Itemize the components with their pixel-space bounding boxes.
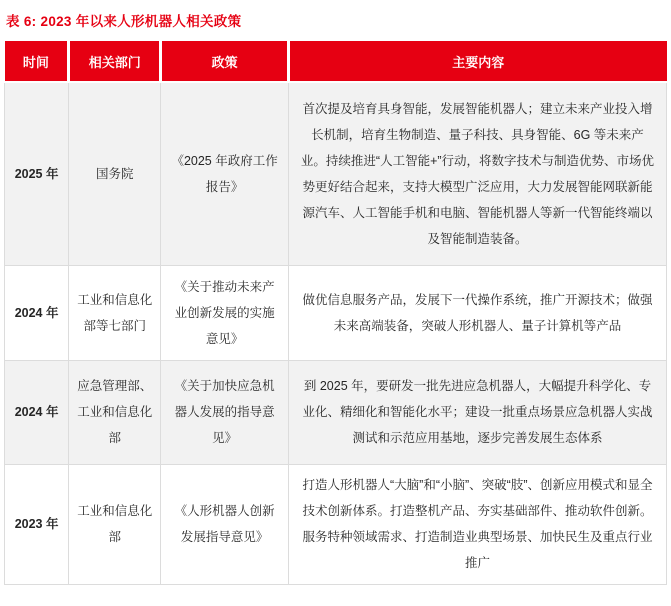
cell-policy: 《人形机器人创新发展指导意见》 bbox=[161, 464, 289, 584]
policy-table bbox=[4, 41, 667, 585]
table-row bbox=[5, 82, 667, 265]
header-cell-policy: 政策 bbox=[161, 41, 289, 82]
cell-time: 2023 年 bbox=[5, 464, 69, 584]
cell-department: 工业和信息化部等七部门 bbox=[69, 265, 161, 360]
cell-time: 2024 年 bbox=[5, 360, 69, 464]
table-row bbox=[5, 265, 667, 360]
cell-department: 应急管理部、工业和信息化部 bbox=[69, 360, 161, 464]
cell-time: 2024 年 bbox=[5, 265, 69, 360]
cell-policy: 《2025 年政府工作报告》 bbox=[161, 82, 289, 265]
table-row bbox=[5, 464, 667, 584]
table-header-row bbox=[5, 41, 667, 82]
page-title: 表 6: 2023 年以来人形机器人相关政策 bbox=[6, 14, 242, 29]
header-cell-department: 相关部门 bbox=[69, 41, 161, 82]
cell-time: 2025 年 bbox=[5, 82, 69, 265]
cell-department: 国务院 bbox=[69, 82, 161, 265]
cell-main-content: 做优信息服务产品，发展下一代操作系统，推广开源技术；做强未来高端装备，突破人形机器人、量子计算机等产品 bbox=[288, 265, 666, 360]
cell-policy: 《关于加快应急机器人发展的指导意见》 bbox=[161, 360, 289, 464]
header-cell-time: 时间 bbox=[5, 41, 69, 82]
cell-main-content: 首次提及培育具身智能，发展智能机器人；建立未来产业投入增长机制，培育生物制造、量子科技、具身智能、6G 等未来产业。持续推进“人工智能+”行动，将数字技术与制造优势、市场优势更好结合起来，支持大模型广泛应用，大力发展智能网联新能源汽车、人工智能手机和电脑、智能机器人等新一代智能终端以及智能制造装备。 bbox=[288, 82, 666, 265]
cell-policy: 《关于推动未来产业创新发展的实施意见》 bbox=[161, 265, 289, 360]
header-cell-main-content: 主要内容 bbox=[288, 41, 666, 82]
cell-main-content: 到 2025 年，要研发一批先进应急机器人，大幅提升科学化、专业化、精细化和智能化水平；建设一批重点场景应急机器人实战测试和示范应用基地，逐步完善发展生态体系 bbox=[288, 360, 666, 464]
cell-main-content: 打造人形机器人“大脑”和“小脑”、突破“肢”、创新应用模式和显全技术创新体系。打造整机产品、夯实基础部件、推动软件创新。服务特种领域需求、打造制造业典型场景、加快民生及重点行业推广 bbox=[288, 464, 666, 584]
cell-department: 工业和信息化部 bbox=[69, 464, 161, 584]
table-row bbox=[5, 360, 667, 464]
